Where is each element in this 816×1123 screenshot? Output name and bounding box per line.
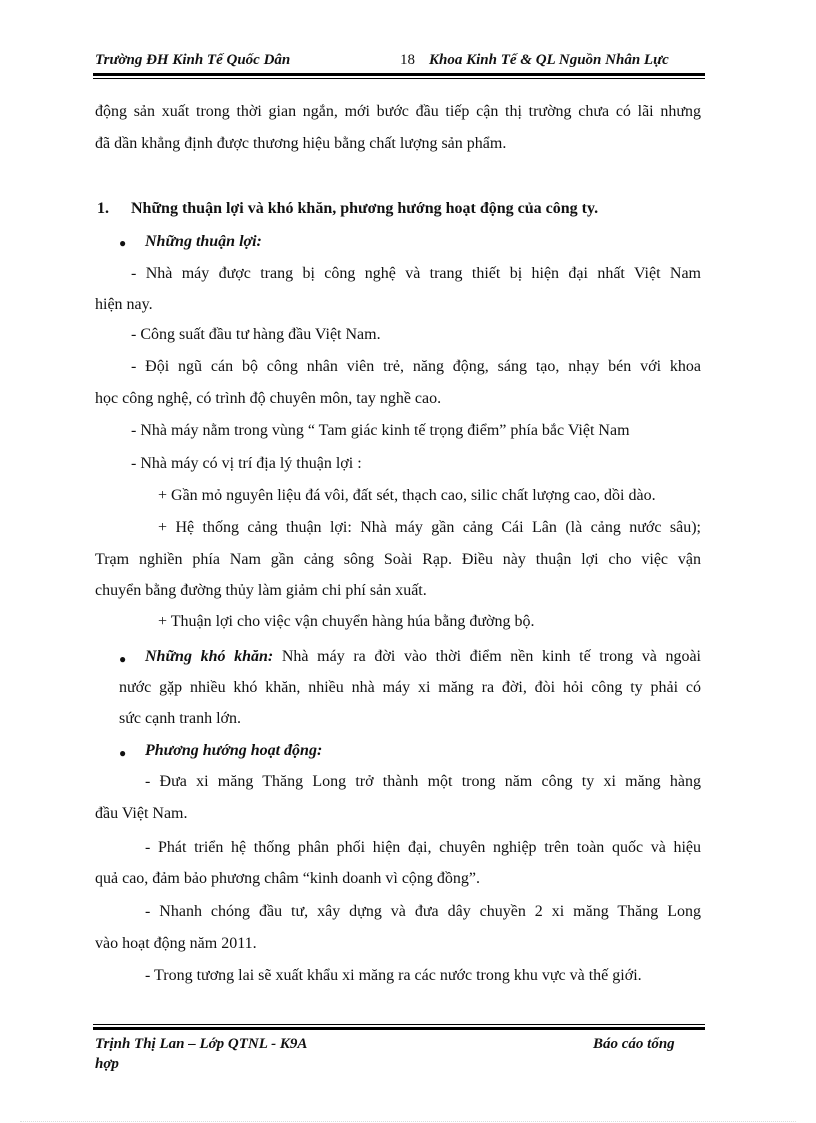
advantage-sub-2-line-3: chuyển bằng đường thủy làm giảm chi phí sản xuất. (95, 582, 427, 599)
direction-1-line-1: - Đưa xi măng Thăng Long trở thành một trong năm công ty xi măng hàng (145, 773, 701, 790)
bullet-icon: ● (119, 746, 127, 760)
footer-report-type-wrap: hợp (95, 1056, 119, 1072)
intro-line-2: đã dần khẳng định được thương hiệu bằng chất lượng sản phẩm. (95, 135, 507, 152)
advantage-1-line-1: - Nhà máy được trang bị công nghệ và trang thiết bị hiện đại nhất Việt Nam (131, 265, 701, 282)
header-faculty: Khoa Kinh Tế & QL Nguồn Nhân Lực (429, 52, 669, 68)
footer-author: Trịnh Thị Lan – Lớp QTNL - K9A (95, 1036, 308, 1052)
section-title: Những thuận lợi và khó khăn, phương hướng hoạt động của công ty. (131, 200, 599, 217)
direction-3-line-2: vào hoạt động năm 2011. (95, 935, 257, 952)
advantage-sub-2-line-2: Trạm nghiền phía Nam gần cảng sông Soài Rạp. Điều này thuận lợi cho việc vận (95, 551, 701, 568)
bullet-icon: ● (119, 236, 127, 250)
header-school: Trường ĐH Kinh Tế Quốc Dân (95, 52, 291, 68)
difficulties-line-2: nước gặp nhiều khó khăn, nhiều nhà máy xi măng ra đời, đòi hỏi công ty phải có (119, 679, 701, 696)
difficulties-text: Nhà máy ra đời vào thời điểm nền kinh tế trong và ngoài (273, 648, 701, 665)
advantage-4: - Nhà máy nằm trong vùng “ Tam giác kinh tế trọng điểm” phía bắc Việt Nam (131, 422, 630, 439)
intro-line-1: động sản xuất trong thời gian ngắn, mới bước đầu tiếp cận thị trường chưa có lãi nhưng (95, 103, 701, 120)
header-rule (93, 73, 705, 76)
difficulties-line-3: sức cạnh tranh lớn. (119, 710, 241, 727)
advantage-3-line-2: học công nghệ, có trình độ chuyên môn, tay nghề cao. (95, 390, 442, 407)
advantage-sub-1: + Gần mỏ nguyên liệu đá vôi, đất sét, thạch cao, silic chất lượng cao, dồi dào. (158, 487, 656, 504)
advantages-heading: Những thuận lợi: (145, 233, 262, 250)
footer-rule-thin (93, 1024, 705, 1025)
advantage-3-line-1: - Đội ngũ cán bộ công nhân viên trẻ, năng động, sáng tạo, nhạy bén với khoa (131, 358, 701, 375)
direction-4: - Trong tương lai sẽ xuất khẩu xi măng ra các nước trong khu vực và thế giới. (145, 967, 642, 984)
section-number: 1. (97, 200, 109, 217)
header-rule-thin (93, 78, 705, 79)
direction-2-line-1: - Phát triển hệ thống phân phối hiện đại, chuyên nghiệp trên toàn quốc và hiệu (145, 839, 701, 856)
advantage-5: - Nhà máy có vị trí địa lý thuận lợi : (131, 455, 362, 472)
page-edge (20, 1121, 796, 1122)
advantage-2: - Công suất đầu tư hàng đầu Việt Nam. (131, 326, 381, 343)
page-number: 18 (400, 52, 415, 68)
advantage-1-line-2: hiện nay. (95, 296, 153, 313)
footer-report-type: Báo cáo tổng (593, 1036, 675, 1052)
footer-rule (93, 1027, 705, 1030)
difficulties-heading: Những khó khăn: (145, 648, 274, 665)
direction-heading: Phương hướng hoạt động: (145, 742, 323, 759)
direction-3-line-1: - Nhanh chóng đầu tư, xây dựng và đưa dây chuyền 2 xi măng Thăng Long (145, 903, 701, 920)
direction-2-line-2: quả cao, đảm bảo phương châm “kinh doanh vì cộng đồng”. (95, 870, 481, 887)
advantage-sub-3: + Thuận lợi cho việc vận chuyển hàng húa bằng đường bộ. (158, 613, 535, 630)
direction-1-line-2: đầu Việt Nam. (95, 805, 188, 822)
bullet-icon: ● (119, 652, 127, 666)
advantage-sub-2-line-1: + Hệ thống cảng thuận lợi: Nhà máy gần cảng Cái Lân (là cảng nước sâu); (158, 519, 701, 536)
difficulties-line-1 (145, 648, 701, 666)
